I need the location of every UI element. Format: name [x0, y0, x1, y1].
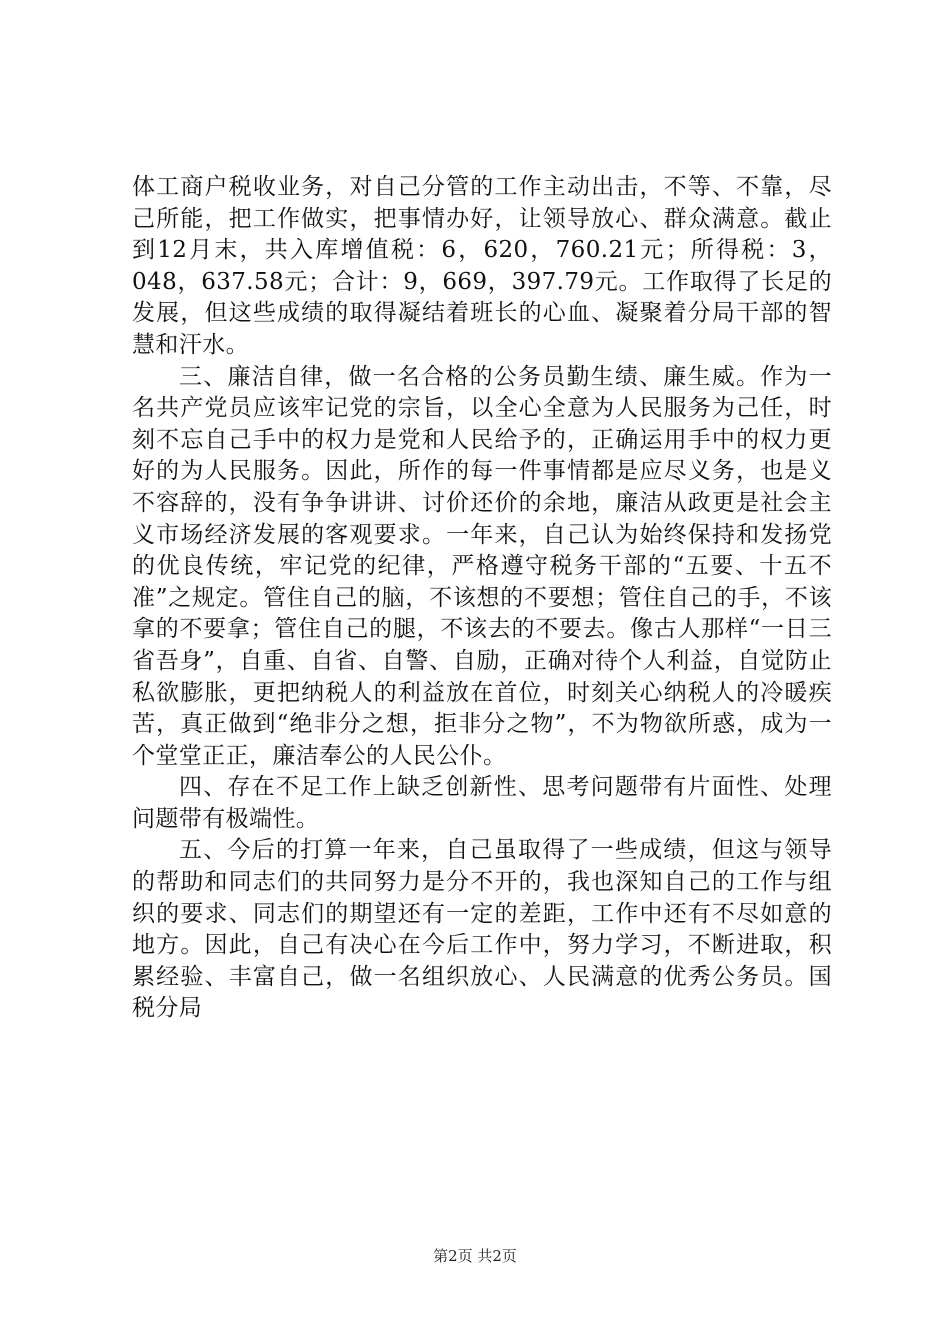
paragraph-section-three: 三、廉洁自律，做一名合格的公务员勤生绩、廉生威。作为一名共产党员应该牢记党的宗旨，以全心全意为人民服务为己任，时刻不忘自己手中的权力是党和人民给予的，正确运用手中的权力更好的为人民服务。因此，所作的每一件事情都是应尽义务，也是义不容辞的，没有争争讲讲、讨价还价的余地，廉洁从政更是社会主义市场经济发展的客观要求。一年来，自己认为始终保持和发扬党的优良传统，牢记党的纪律，严格遵守税务干部的“五要、十五不准”之规定。管住自己的脑，不该想的不要想；管住自己的手，不该拿的不要拿；管住自己的腿，不该去的不要去。像古人那样“一日三省吾身”，自重、自省、自警、自励，正确对待个人利益，自觉防止私欲膨胀，更把纳税人的利益放在首位，时刻关心纳税人的冷暖疾苦，真正做到“绝非分之想，拒非分之物”，不为物欲所惑，成为一个堂堂正正，廉洁奉公的人民公仆。 [132, 363, 832, 769]
page-footer [0, 1246, 950, 1266]
paragraph-section-five: 五、今后的打算一年来，自己虽取得了一些成绩，但这与领导的帮助和同志们的共同努力是分不开的，我也深知自己的工作与组织的要求、同志们的期望还有一定的差距，工作中还有不尽如意的地方。因此，自己有决心在今后工作中，努力学习，不断进取，积累经验、丰富自己，做一名组织放心、人民满意的优秀公务员。国税分局 [132, 837, 832, 1022]
paragraph-section-four: 四、存在不足工作上缺乏创新性、思考问题带有片面性、处理问题带有极端性。 [132, 774, 832, 832]
page-number-label: 第2页 共2页 [433, 1247, 517, 1265]
document-body [132, 172, 832, 1025]
paragraph-continuation: 体工商户税收业务，对自己分管的工作主动出击，不等、不靠，尽己所能，把工作做实，把事情办好，让领导放心、群众满意。截止到12月末，共入库增值税：6，620，760.21元；所得税：3，048，637.58元；合计：9，669，397.79元。工作取得了长足的发展，但这些成绩的取得凝结着班长的心血、凝聚着分局干部的智慧和汗水。 [132, 174, 832, 358]
